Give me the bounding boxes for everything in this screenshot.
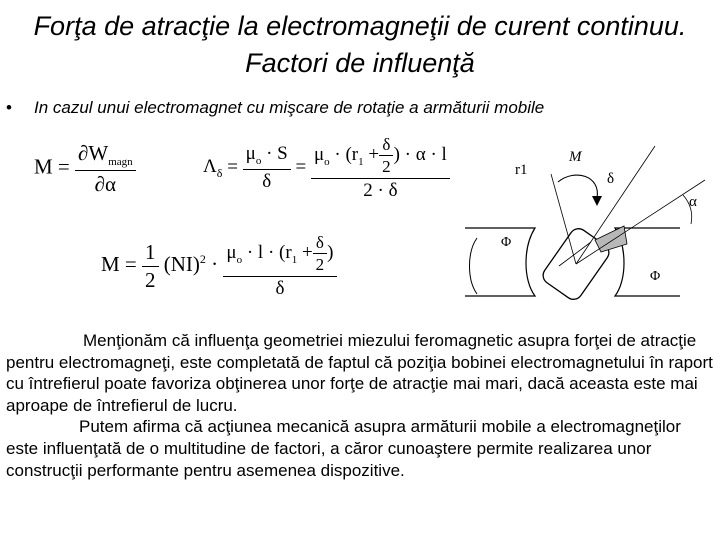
left-pole-brace: [470, 238, 478, 294]
ni-symbol: (NI): [163, 251, 200, 276]
inner-fraction: [379, 134, 394, 178]
fraction-numerator: [223, 232, 336, 277]
formula-lhs: M =: [101, 251, 137, 276]
multiply-dot: ·: [211, 251, 219, 276]
formula-lhs: [203, 156, 223, 181]
numerator-part: +: [297, 242, 313, 264]
half-fraction: [142, 239, 159, 293]
fraction-denominator: ∂α: [94, 171, 117, 196]
mu-subscript: o: [255, 155, 262, 168]
torque-arrowhead-icon: [592, 196, 602, 206]
ni-exponent: 2: [199, 251, 206, 266]
mu-symbol: μ: [245, 143, 256, 165]
label-flux-right: Φ: [650, 269, 661, 284]
formula-permeance: [203, 134, 450, 202]
fraction-numerator: 1: [142, 239, 159, 266]
r-subscript: 1: [291, 253, 298, 266]
formula-fraction: [75, 140, 136, 197]
mu-subscript: o: [324, 155, 330, 168]
numerator-part: +: [363, 144, 380, 166]
fraction-numerator: [243, 142, 291, 170]
fraction-denominator: 2: [145, 267, 156, 292]
inner-numerator: δ: [379, 134, 393, 156]
fraction-denominator: δ: [275, 277, 285, 299]
rotary-armature-diagram: [455, 140, 715, 315]
formula-torque-derivative: [34, 140, 136, 197]
numerator-subscript: magn: [108, 156, 133, 169]
lhs-subscript: δ: [216, 166, 223, 181]
inner-numerator: δ: [313, 232, 327, 254]
numerator-part: ): [327, 242, 334, 264]
lhs-symbol: Λ: [203, 156, 217, 178]
fraction-numerator: [311, 134, 450, 179]
ni-term: [164, 252, 206, 276]
bullet-text: In cazul unui electromagnet cu mişcare de rotaţie a armăturii mobile: [34, 98, 545, 117]
numerator-part: · (r: [329, 144, 359, 166]
numerator-part: · l · (r: [242, 242, 292, 264]
fraction-denominator: δ: [262, 171, 272, 193]
equals-sign: =: [295, 156, 307, 178]
mu-symbol: μ: [313, 144, 325, 166]
numerator-symbol: ∂W: [78, 141, 109, 165]
inner-denominator: 2: [315, 255, 325, 275]
mu-subscript: o: [236, 253, 243, 266]
left-pole-piece: [465, 228, 535, 296]
label-flux-left: Φ: [501, 235, 512, 250]
page-title: Forţa de atracţie la electromagneţii de curent continuu. Factori de influenţă: [33, 11, 687, 78]
numerator-rest: · S: [261, 143, 288, 165]
bullet-marker: •: [6, 98, 12, 117]
inner-fraction: [313, 232, 328, 276]
body-text: [6, 330, 714, 481]
main-fraction: [223, 232, 336, 300]
equals-sign: =: [227, 156, 238, 178]
permeance-fraction-simple: [243, 142, 291, 193]
label-alpha: α: [689, 194, 697, 210]
fraction-denominator: 2 · δ: [363, 179, 398, 201]
numerator-part: ) · α · l: [393, 144, 447, 166]
paragraph-geometry: Menţionăm că influenţa geometriei miezului feromagnetic asupra forţei de atracţie pentru electromagneţi, este completată de faptul că poziţia bobinei electromagnetului în raport cu întrefierul poate favoriza obţinerea unor forţe de atracţie mai mari, dacă aceasta este mai aproape de întrefierul de lucru.: [6, 331, 713, 415]
fraction-numerator: [75, 140, 136, 171]
paragraph-factors: Putem afirma că acţiunea mecanică asupra armăturii mobile a electromagneţilor este influenţată de o multitudine de factori, a căror cunoaştere permite realizarea unor construcţii performante pentru asemenea dispozitive.: [6, 417, 681, 480]
label-torque: M: [569, 149, 582, 165]
torque-arrow: [558, 175, 597, 198]
mu-symbol: μ: [226, 242, 237, 264]
permeance-fraction-rotary: [311, 134, 450, 202]
r-subscript: 1: [358, 155, 364, 168]
formula-lhs: M =: [34, 154, 70, 179]
inner-denominator: 2: [382, 157, 391, 177]
reference-line: [576, 180, 705, 264]
formula-torque-ni: [101, 232, 337, 300]
label-r1: r1: [515, 162, 528, 178]
bullet-item: [6, 98, 544, 118]
label-delta: δ: [607, 171, 615, 187]
